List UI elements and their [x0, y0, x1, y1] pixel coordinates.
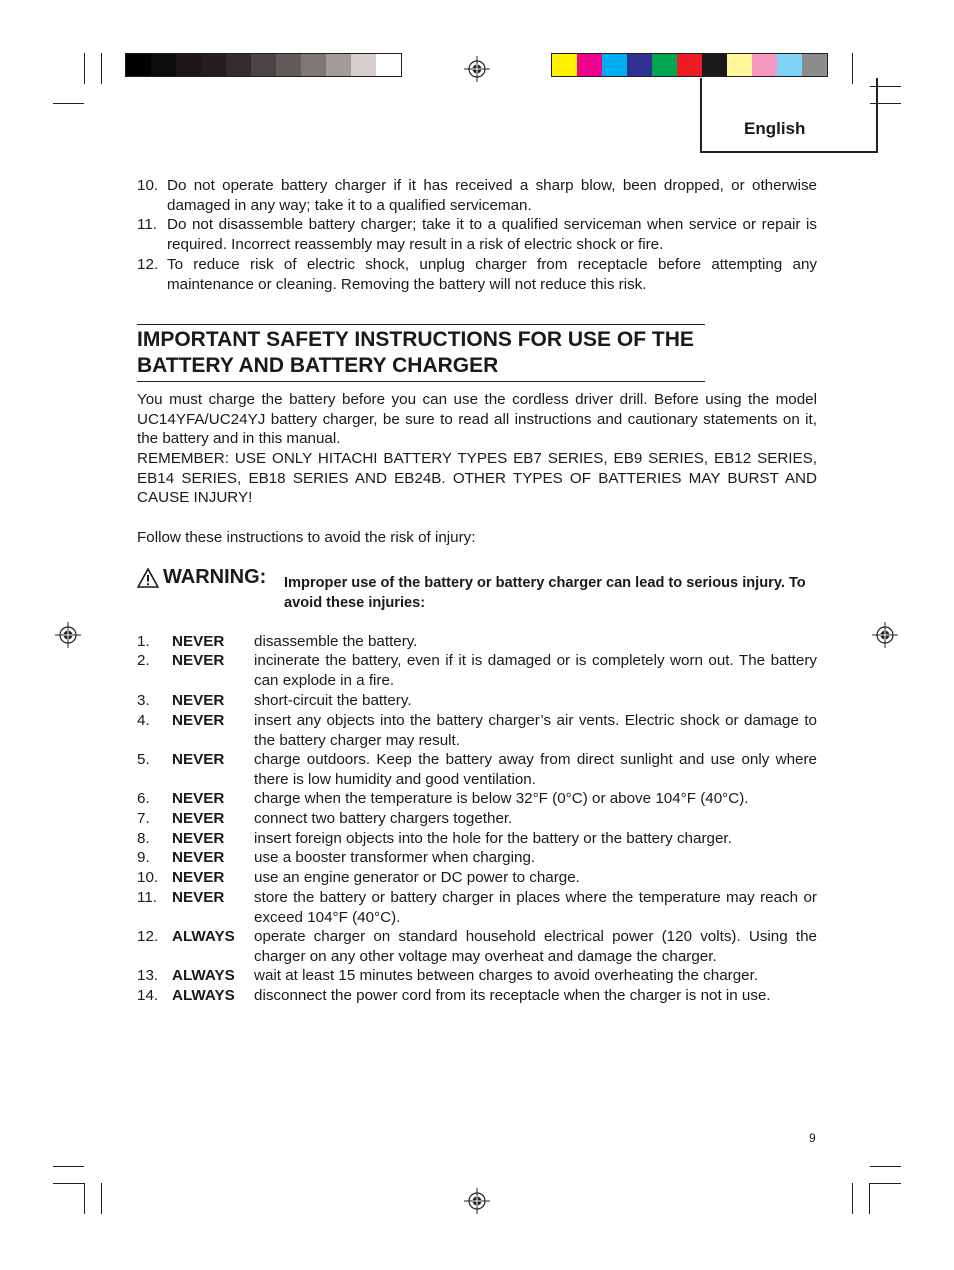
rule-number: 1.: [137, 633, 150, 650]
rule-number: 8.: [137, 830, 150, 847]
color-swatch: [552, 54, 577, 76]
rule-number: 11.: [137, 889, 157, 906]
rule-keyword: NEVER: [172, 889, 225, 906]
color-swatch: [326, 54, 351, 76]
registration-mark-icon: [872, 622, 898, 648]
rule-text: use an engine generator or DC power to charge.: [254, 869, 580, 886]
registration-mark-icon: [464, 1188, 490, 1214]
color-swatch: [677, 54, 702, 76]
rule-number: 2.: [137, 652, 150, 669]
crop-mark: [101, 1183, 102, 1214]
heading-line-1: IMPORTANT SAFETY INSTRUCTIONS FOR USE OF THE: [137, 328, 694, 351]
safety-rule: [137, 711, 817, 750]
rule-text: charge outdoors. Keep the battery away from direct sunlight and use only where there is low humidity and good ventilation.: [254, 751, 817, 788]
color-swatch: [752, 54, 777, 76]
item-text: Do not disassemble battery charger; take it to a qualified serviceman when service or repair is required. Incorrect reassembly may result in a risk of electric shock or fire.: [167, 216, 817, 253]
rule-text: insert any objects into the battery charger’s air vents. Electric shock or damage to the battery charger may result.: [254, 712, 817, 749]
heading-line-2: BATTERY AND BATTERY CHARGER: [137, 354, 499, 377]
crop-mark: [869, 1183, 870, 1214]
list-item: [137, 176, 817, 215]
color-swatch: [251, 54, 276, 76]
color-swatch: [602, 54, 627, 76]
rule-keyword: NEVER: [172, 633, 225, 650]
rule-text: connect two battery chargers together.: [254, 810, 513, 827]
crop-mark: [101, 53, 102, 84]
remember-paragraph: REMEMBER: USE ONLY HITACHI BATTERY TYPES EB7 SERIES, EB9 SERIES, EB12 SERIES, EB14 SERIES, EB18 SERIES AND EB24B. OTHER TYPES OF BATTERIES MAY BURST AND CAUSE INJURY!: [137, 450, 817, 507]
section-heading: [137, 324, 705, 382]
rule-number: 9.: [137, 849, 150, 866]
intro-paragraph: You must charge the battery before you can use the cordless driver drill. Before using the model UC14YFA/UC24YJ battery charger, be sure to read all instructions and cautionary statements on it, the battery and in this manual.: [137, 391, 817, 448]
color-swatch: [802, 54, 827, 76]
rule-text: charge when the temperature is below 32°F (0°C) or above 104°F (40°C).: [254, 790, 749, 807]
safety-rule: [137, 789, 817, 809]
color-swatch: [276, 54, 301, 76]
rule-keyword: NEVER: [172, 869, 225, 886]
item-number: 11.: [137, 216, 157, 233]
registration-mark-icon: [464, 56, 490, 82]
color-swatch: [151, 54, 176, 76]
item-text: Do not operate battery charger if it has received a sharp blow, been dropped, or otherwise damaged in any way; take it to a qualified serviceman.: [167, 177, 817, 214]
rule-keyword: NEVER: [172, 790, 225, 807]
crop-mark: [84, 1183, 85, 1214]
warning-label: WARNING:: [163, 566, 267, 588]
color-swatch: [351, 54, 376, 76]
rule-text: wait at least 15 minutes between charges to avoid overheating the charger.: [254, 967, 759, 984]
language-label: English: [744, 119, 806, 138]
color-swatch: [627, 54, 652, 76]
color-swatch: [176, 54, 201, 76]
list-item: [137, 215, 817, 254]
crop-mark: [870, 1166, 901, 1167]
warning-text: Improper use of the battery or battery charger can lead to serious injury. To avoid these injuries:: [284, 575, 806, 611]
safety-rule: [137, 986, 817, 1006]
color-swatch: [376, 54, 401, 76]
color-swatch: [577, 54, 602, 76]
rule-text: use a booster transformer when charging.: [254, 849, 536, 866]
rule-text: disassemble the battery.: [254, 633, 418, 650]
safety-rule: [137, 927, 817, 966]
rule-number: 4.: [137, 712, 150, 729]
follow-paragraph: Follow these instructions to avoid the risk of injury:: [137, 529, 476, 546]
color-swatch: [301, 54, 326, 76]
safety-rule: [137, 966, 817, 986]
rule-text: store the battery or battery charger in places where the temperature may reach or exceed 104°F (40°C).: [254, 889, 817, 926]
warning-triangle-icon: [137, 568, 159, 588]
safety-rule: [137, 750, 817, 789]
rule-text: incinerate the battery, even if it is damaged or is completely worn out. The battery can explode in a fire.: [254, 652, 817, 689]
crop-mark: [53, 1166, 84, 1167]
rule-text: insert foreign objects into the hole for the battery or the battery charger.: [254, 830, 732, 847]
rule-text: disconnect the power cord from its receptacle when the charger is not in use.: [254, 987, 771, 1004]
rule-text: operate charger on standard household electrical power (120 volts). Using the charger on any other voltage may overheat and damage the charger.: [254, 928, 817, 965]
color-calibration-bar: [551, 53, 828, 77]
rule-number: 5.: [137, 751, 150, 768]
safety-rule: [137, 809, 817, 829]
safety-rule: [137, 848, 817, 868]
crop-mark: [84, 53, 85, 84]
grayscale-calibration-bar: [125, 53, 402, 77]
rule-number: 7.: [137, 810, 150, 827]
rule-number: 14.: [137, 987, 159, 1004]
rule-keyword: ALWAYS: [172, 987, 235, 1004]
item-number: 10.: [137, 177, 159, 194]
crop-mark: [852, 1183, 853, 1214]
color-swatch: [652, 54, 677, 76]
rule-number: 13.: [137, 967, 159, 984]
warning-title: [137, 566, 266, 589]
rule-keyword: ALWAYS: [172, 967, 235, 984]
rule-number: 10.: [137, 869, 159, 886]
item-text: To reduce risk of electric shock, unplug charger from receptacle before attempting any maintenance or cleaning. Removing the battery will not reduce this risk.: [167, 256, 817, 293]
safety-rule: [137, 691, 817, 711]
registration-mark-icon: [55, 622, 81, 648]
rule-keyword: NEVER: [172, 751, 225, 768]
safety-rule: [137, 651, 817, 690]
rule-number: 6.: [137, 790, 150, 807]
page-number: 9: [809, 1131, 816, 1145]
item-number: 12.: [137, 256, 159, 273]
color-swatch: [201, 54, 226, 76]
rule-keyword: NEVER: [172, 830, 225, 847]
color-swatch: [126, 54, 151, 76]
rule-keyword: NEVER: [172, 810, 225, 827]
language-tab: [700, 78, 878, 153]
color-swatch: [777, 54, 802, 76]
crop-mark: [53, 103, 84, 104]
crop-mark: [53, 1183, 84, 1184]
rule-keyword: NEVER: [172, 692, 225, 709]
color-swatch: [702, 54, 727, 76]
safety-rule: [137, 868, 817, 888]
safety-rule: [137, 888, 817, 927]
safety-rule: [137, 829, 817, 849]
list-item: [137, 255, 817, 294]
rule-number: 12.: [137, 928, 159, 945]
rule-keyword: NEVER: [172, 849, 225, 866]
rule-keyword: NEVER: [172, 652, 225, 669]
crop-mark: [870, 1183, 901, 1184]
safety-rule: [137, 632, 817, 652]
rule-number: 3.: [137, 692, 150, 709]
rule-keyword: NEVER: [172, 712, 225, 729]
color-swatch: [727, 54, 752, 76]
rule-text: short-circuit the battery.: [254, 692, 412, 709]
color-swatch: [226, 54, 251, 76]
rule-keyword: ALWAYS: [172, 928, 235, 945]
